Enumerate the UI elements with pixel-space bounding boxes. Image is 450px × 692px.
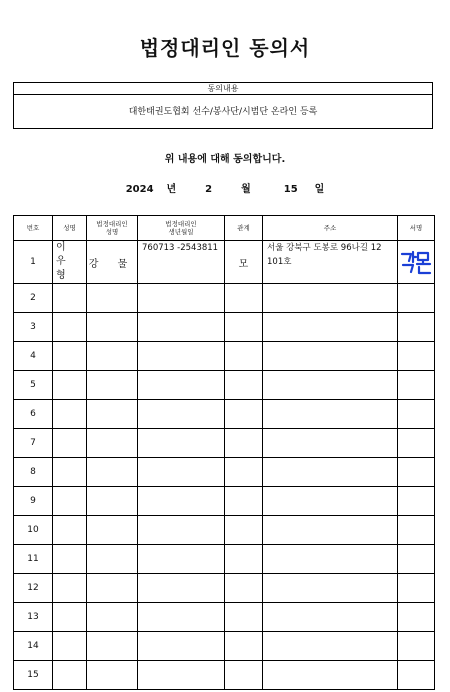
- relation: [225, 342, 263, 371]
- address: [263, 458, 398, 487]
- guardian-birthdate: [138, 284, 225, 313]
- relation: [225, 574, 263, 603]
- row-number: 8: [14, 458, 53, 487]
- date-year: 2024: [125, 184, 154, 195]
- relation: [225, 603, 263, 632]
- guardian-birthdate: [138, 603, 225, 632]
- table-row: [14, 458, 435, 487]
- signature-cell: [398, 342, 435, 371]
- guardian-name: [87, 284, 138, 313]
- address: 서울 강북구 도봉로 96나길 12 101호: [263, 241, 398, 284]
- relation: [225, 487, 263, 516]
- relation: [225, 458, 263, 487]
- relation: [225, 371, 263, 400]
- guardian-birthdate: [138, 458, 225, 487]
- address: [263, 371, 398, 400]
- relation: [225, 661, 263, 690]
- student-name: [53, 661, 87, 690]
- table-row: [14, 313, 435, 342]
- signature-cell: [398, 371, 435, 400]
- header-name: 성명: [53, 216, 87, 241]
- address: [263, 545, 398, 574]
- relation: [225, 516, 263, 545]
- student-name: [53, 545, 87, 574]
- signature-cell: [398, 574, 435, 603]
- relation: [225, 429, 263, 458]
- address: [263, 400, 398, 429]
- student-name: [53, 313, 87, 342]
- guardian-name: [87, 632, 138, 661]
- row-number: 1: [14, 241, 53, 284]
- document-title: 법정대리인 동의서: [139, 36, 311, 60]
- date-month-unit: 월: [241, 184, 251, 195]
- guardian-name: [87, 487, 138, 516]
- guardian-birthdate: [138, 342, 225, 371]
- date-month: 2: [205, 184, 213, 195]
- row-number: 2: [14, 284, 53, 313]
- address: [263, 342, 398, 371]
- header-signature: 서명: [398, 216, 435, 241]
- address: [263, 574, 398, 603]
- signature-cell: [398, 429, 435, 458]
- student-name: [53, 632, 87, 661]
- student-name: 이 우 형: [53, 241, 87, 284]
- guardian-birthdate: 760713 -2543811: [138, 241, 225, 284]
- table-row: [14, 516, 435, 545]
- signature-cell: [398, 661, 435, 690]
- date-day: 15: [283, 184, 298, 195]
- guardian-name: [87, 429, 138, 458]
- table-row: [14, 284, 435, 313]
- table-row: [14, 429, 435, 458]
- guardian-table: [13, 215, 435, 690]
- guardian-birthdate: [138, 545, 225, 574]
- header-number: 번호: [14, 216, 53, 241]
- row-number: 4: [14, 342, 53, 371]
- signature-cell: [398, 545, 435, 574]
- row-number: 3: [14, 313, 53, 342]
- signature-cell: [398, 313, 435, 342]
- signature-cell: [398, 487, 435, 516]
- guardian-name: [87, 371, 138, 400]
- consent-header: 동의내용: [14, 83, 432, 95]
- guardian-birthdate: [138, 574, 225, 603]
- guardian-birthdate: [138, 516, 225, 545]
- guardian-birthdate: [138, 632, 225, 661]
- guardian-name: [87, 458, 138, 487]
- table-row: [14, 342, 435, 371]
- guardian-birthdate: [138, 661, 225, 690]
- guardian-birthdate: [138, 371, 225, 400]
- header-guardian-name: 법정대리인 성명: [87, 216, 138, 241]
- signature-cell: [398, 241, 435, 284]
- table-row: [14, 487, 435, 516]
- relation: [225, 284, 263, 313]
- row-number: 5: [14, 371, 53, 400]
- date-year-unit: 년: [166, 184, 177, 195]
- table-row: [14, 661, 435, 690]
- row-number: 11: [14, 545, 53, 574]
- signature-cell: [398, 400, 435, 429]
- address: [263, 429, 398, 458]
- guardian-name: [87, 400, 138, 429]
- row-number: 10: [14, 516, 53, 545]
- guardian-name: [87, 516, 138, 545]
- guardian-name: [87, 574, 138, 603]
- row-number: 12: [14, 574, 53, 603]
- guardian-birthdate: [138, 487, 225, 516]
- signature-cell: [398, 458, 435, 487]
- guardian-name: [87, 313, 138, 342]
- table-row: [14, 603, 435, 632]
- row-number: 15: [14, 661, 53, 690]
- date-line: [0, 180, 450, 195]
- consent-content: 대한태권도협회 선수/봉사단/시범단 온라인 등록: [128, 107, 318, 117]
- handwritten-signature: [399, 249, 433, 275]
- row-number: 13: [14, 603, 53, 632]
- agreement-statement: 위 내용에 대해 동의합니다.: [164, 154, 286, 165]
- row-number: 14: [14, 632, 53, 661]
- guardian-name: [87, 545, 138, 574]
- student-name: [53, 284, 87, 313]
- relation: [225, 545, 263, 574]
- signature-cell: [398, 284, 435, 313]
- table-row: [14, 241, 435, 284]
- student-name: [53, 487, 87, 516]
- table-row: [14, 574, 435, 603]
- address: [263, 313, 398, 342]
- table-row: [14, 545, 435, 574]
- header-relation: 관계: [225, 216, 263, 241]
- guardian-name: 강 물: [87, 241, 138, 284]
- student-name: [53, 342, 87, 371]
- table-row: [14, 371, 435, 400]
- student-name: [53, 371, 87, 400]
- row-number: 7: [14, 429, 53, 458]
- address: [263, 487, 398, 516]
- row-number: 9: [14, 487, 53, 516]
- signature-cell: [398, 632, 435, 661]
- table-row: [14, 400, 435, 429]
- signature-cell: [398, 603, 435, 632]
- guardian-name: [87, 661, 138, 690]
- date-day-unit: 일: [314, 184, 325, 195]
- consent-box: [13, 82, 433, 129]
- relation: [225, 632, 263, 661]
- student-name: [53, 574, 87, 603]
- guardian-birthdate: [138, 400, 225, 429]
- table-row: [14, 632, 435, 661]
- header-guardian-birth: 법정대리인 생년월일: [138, 216, 225, 241]
- address: [263, 632, 398, 661]
- relation: [225, 313, 263, 342]
- student-name: [53, 516, 87, 545]
- table-header-row: [14, 216, 435, 241]
- signature-cell: [398, 516, 435, 545]
- address: [263, 516, 398, 545]
- header-address: 주소: [263, 216, 398, 241]
- address: [263, 603, 398, 632]
- guardian-name: [87, 342, 138, 371]
- address: [263, 284, 398, 313]
- relation: [225, 400, 263, 429]
- student-name: [53, 603, 87, 632]
- guardian-birthdate: [138, 313, 225, 342]
- address: [263, 661, 398, 690]
- guardian-name: [87, 603, 138, 632]
- guardian-birthdate: [138, 429, 225, 458]
- row-number: 6: [14, 400, 53, 429]
- relation: 모: [225, 241, 263, 284]
- student-name: [53, 458, 87, 487]
- student-name: [53, 429, 87, 458]
- student-name: [53, 400, 87, 429]
